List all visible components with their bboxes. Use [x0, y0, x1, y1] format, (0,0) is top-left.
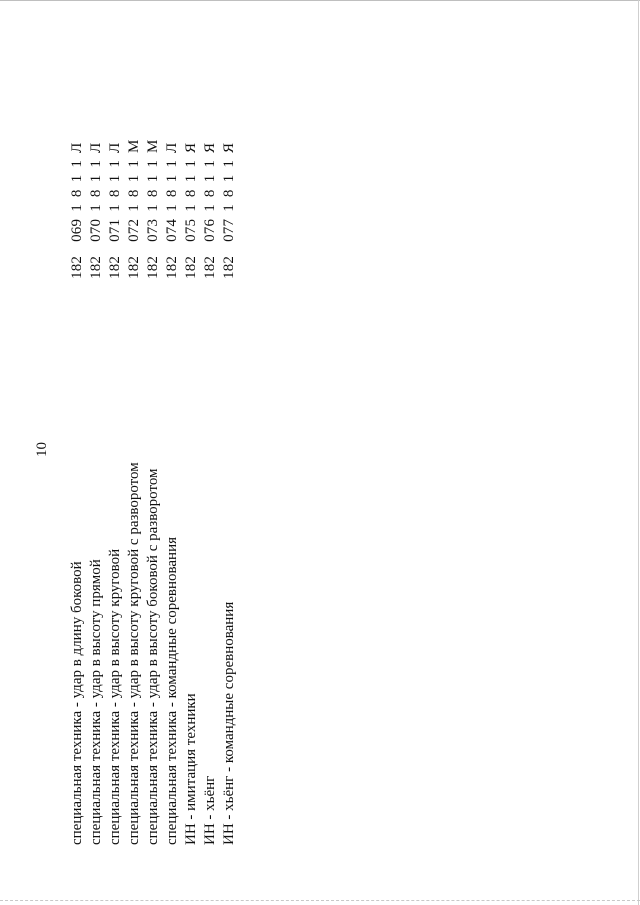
- row-code: [201, 143, 220, 279]
- code-part: 8: [88, 189, 104, 198]
- table-row: [144, 0, 163, 905]
- table-row: [125, 0, 144, 905]
- code-part: Л: [69, 142, 85, 153]
- code-part: 182: [145, 255, 161, 279]
- code-part: Я: [221, 142, 237, 153]
- code-part: 077: [221, 218, 237, 242]
- code-part: 1: [183, 174, 199, 183]
- code-part: 1: [202, 204, 218, 212]
- code-part: 1: [88, 159, 104, 168]
- code-part: Л: [88, 142, 104, 153]
- code-part: 1: [69, 159, 85, 168]
- code-part: 1: [221, 174, 237, 183]
- code-part: 1: [164, 159, 180, 168]
- code-part: 1: [69, 204, 85, 212]
- table-row: [68, 0, 87, 905]
- code-part: 8: [221, 189, 237, 198]
- code-part: 1: [145, 159, 161, 168]
- table-row: [87, 0, 106, 905]
- code-part: 1: [202, 174, 218, 183]
- code-part: 076: [202, 218, 218, 242]
- code-part: 1: [202, 159, 218, 168]
- code-part: 1: [126, 204, 142, 212]
- row-code: [144, 139, 163, 279]
- table-row: [220, 0, 239, 905]
- code-part: 1: [145, 174, 161, 183]
- row-description: специальная техника - удар в высоту круговой с разворотом: [126, 462, 142, 845]
- row-description: специальная техника - удар в длину боковой: [69, 561, 85, 845]
- code-part: 8: [145, 189, 161, 198]
- code-part: 8: [164, 189, 180, 198]
- code-part: 182: [107, 255, 123, 279]
- code-part: Л: [164, 142, 180, 153]
- code-part: М: [145, 139, 161, 153]
- code-part: 1: [69, 174, 85, 183]
- code-part: 072: [126, 218, 142, 242]
- row-code: [182, 143, 201, 279]
- code-part: 1: [183, 204, 199, 212]
- code-part: 071: [107, 218, 123, 242]
- code-part: 8: [107, 189, 123, 198]
- code-part: 1: [107, 159, 123, 168]
- code-part: Я: [202, 142, 218, 153]
- code-table: [68, 0, 239, 905]
- row-description: специальная техника - удар в высоту круговой: [107, 548, 123, 845]
- row-code: [125, 139, 144, 279]
- code-part: 1: [164, 204, 180, 212]
- code-part: 1: [221, 204, 237, 212]
- row-code: [87, 143, 106, 279]
- row-code: [220, 143, 239, 279]
- code-part: 182: [88, 255, 104, 279]
- row-description: специальная техника - командные соревнования: [164, 536, 180, 845]
- code-part: 1: [107, 174, 123, 183]
- code-part: 182: [164, 255, 180, 279]
- row-code: [68, 143, 87, 279]
- table-row: [163, 0, 182, 905]
- code-part: 8: [202, 189, 218, 198]
- code-part: Л: [107, 142, 123, 153]
- code-part: 069: [69, 218, 85, 242]
- row-code: [163, 143, 182, 279]
- code-part: 075: [183, 218, 199, 242]
- code-part: 8: [69, 189, 85, 198]
- code-part: 182: [126, 255, 142, 279]
- table-row: [201, 0, 220, 905]
- code-part: 070: [88, 218, 104, 242]
- row-description: ИН - хьёнг - командные соревнования: [221, 601, 237, 845]
- row-description: ИН - имитация техники: [183, 693, 199, 845]
- code-part: 8: [183, 189, 199, 198]
- code-part: 074: [164, 218, 180, 242]
- code-part: 182: [202, 255, 218, 279]
- code-part: Я: [183, 142, 199, 153]
- code-part: 8: [126, 189, 142, 198]
- code-part: 182: [221, 255, 237, 279]
- code-part: 073: [145, 218, 161, 242]
- table-row: [106, 0, 125, 905]
- row-description: специальная техника - удар в высоту прямой: [88, 559, 104, 845]
- code-part: 182: [69, 255, 85, 279]
- code-part: М: [126, 139, 142, 153]
- code-part: 182: [183, 255, 199, 279]
- code-part: 1: [88, 174, 104, 183]
- code-part: 1: [183, 159, 199, 168]
- row-code: [106, 143, 125, 279]
- row-description: специальная техника - удар в высоту боковой с разворотом: [145, 468, 161, 845]
- page-number: 10: [34, 442, 50, 457]
- code-part: 1: [126, 174, 142, 183]
- code-part: 1: [221, 159, 237, 168]
- code-part: 1: [88, 204, 104, 212]
- code-part: 1: [164, 174, 180, 183]
- row-description: ИН - хьёнг: [202, 775, 218, 845]
- table-row: [182, 0, 201, 905]
- code-part: 1: [145, 204, 161, 212]
- code-part: 1: [126, 159, 142, 168]
- code-part: 1: [107, 204, 123, 212]
